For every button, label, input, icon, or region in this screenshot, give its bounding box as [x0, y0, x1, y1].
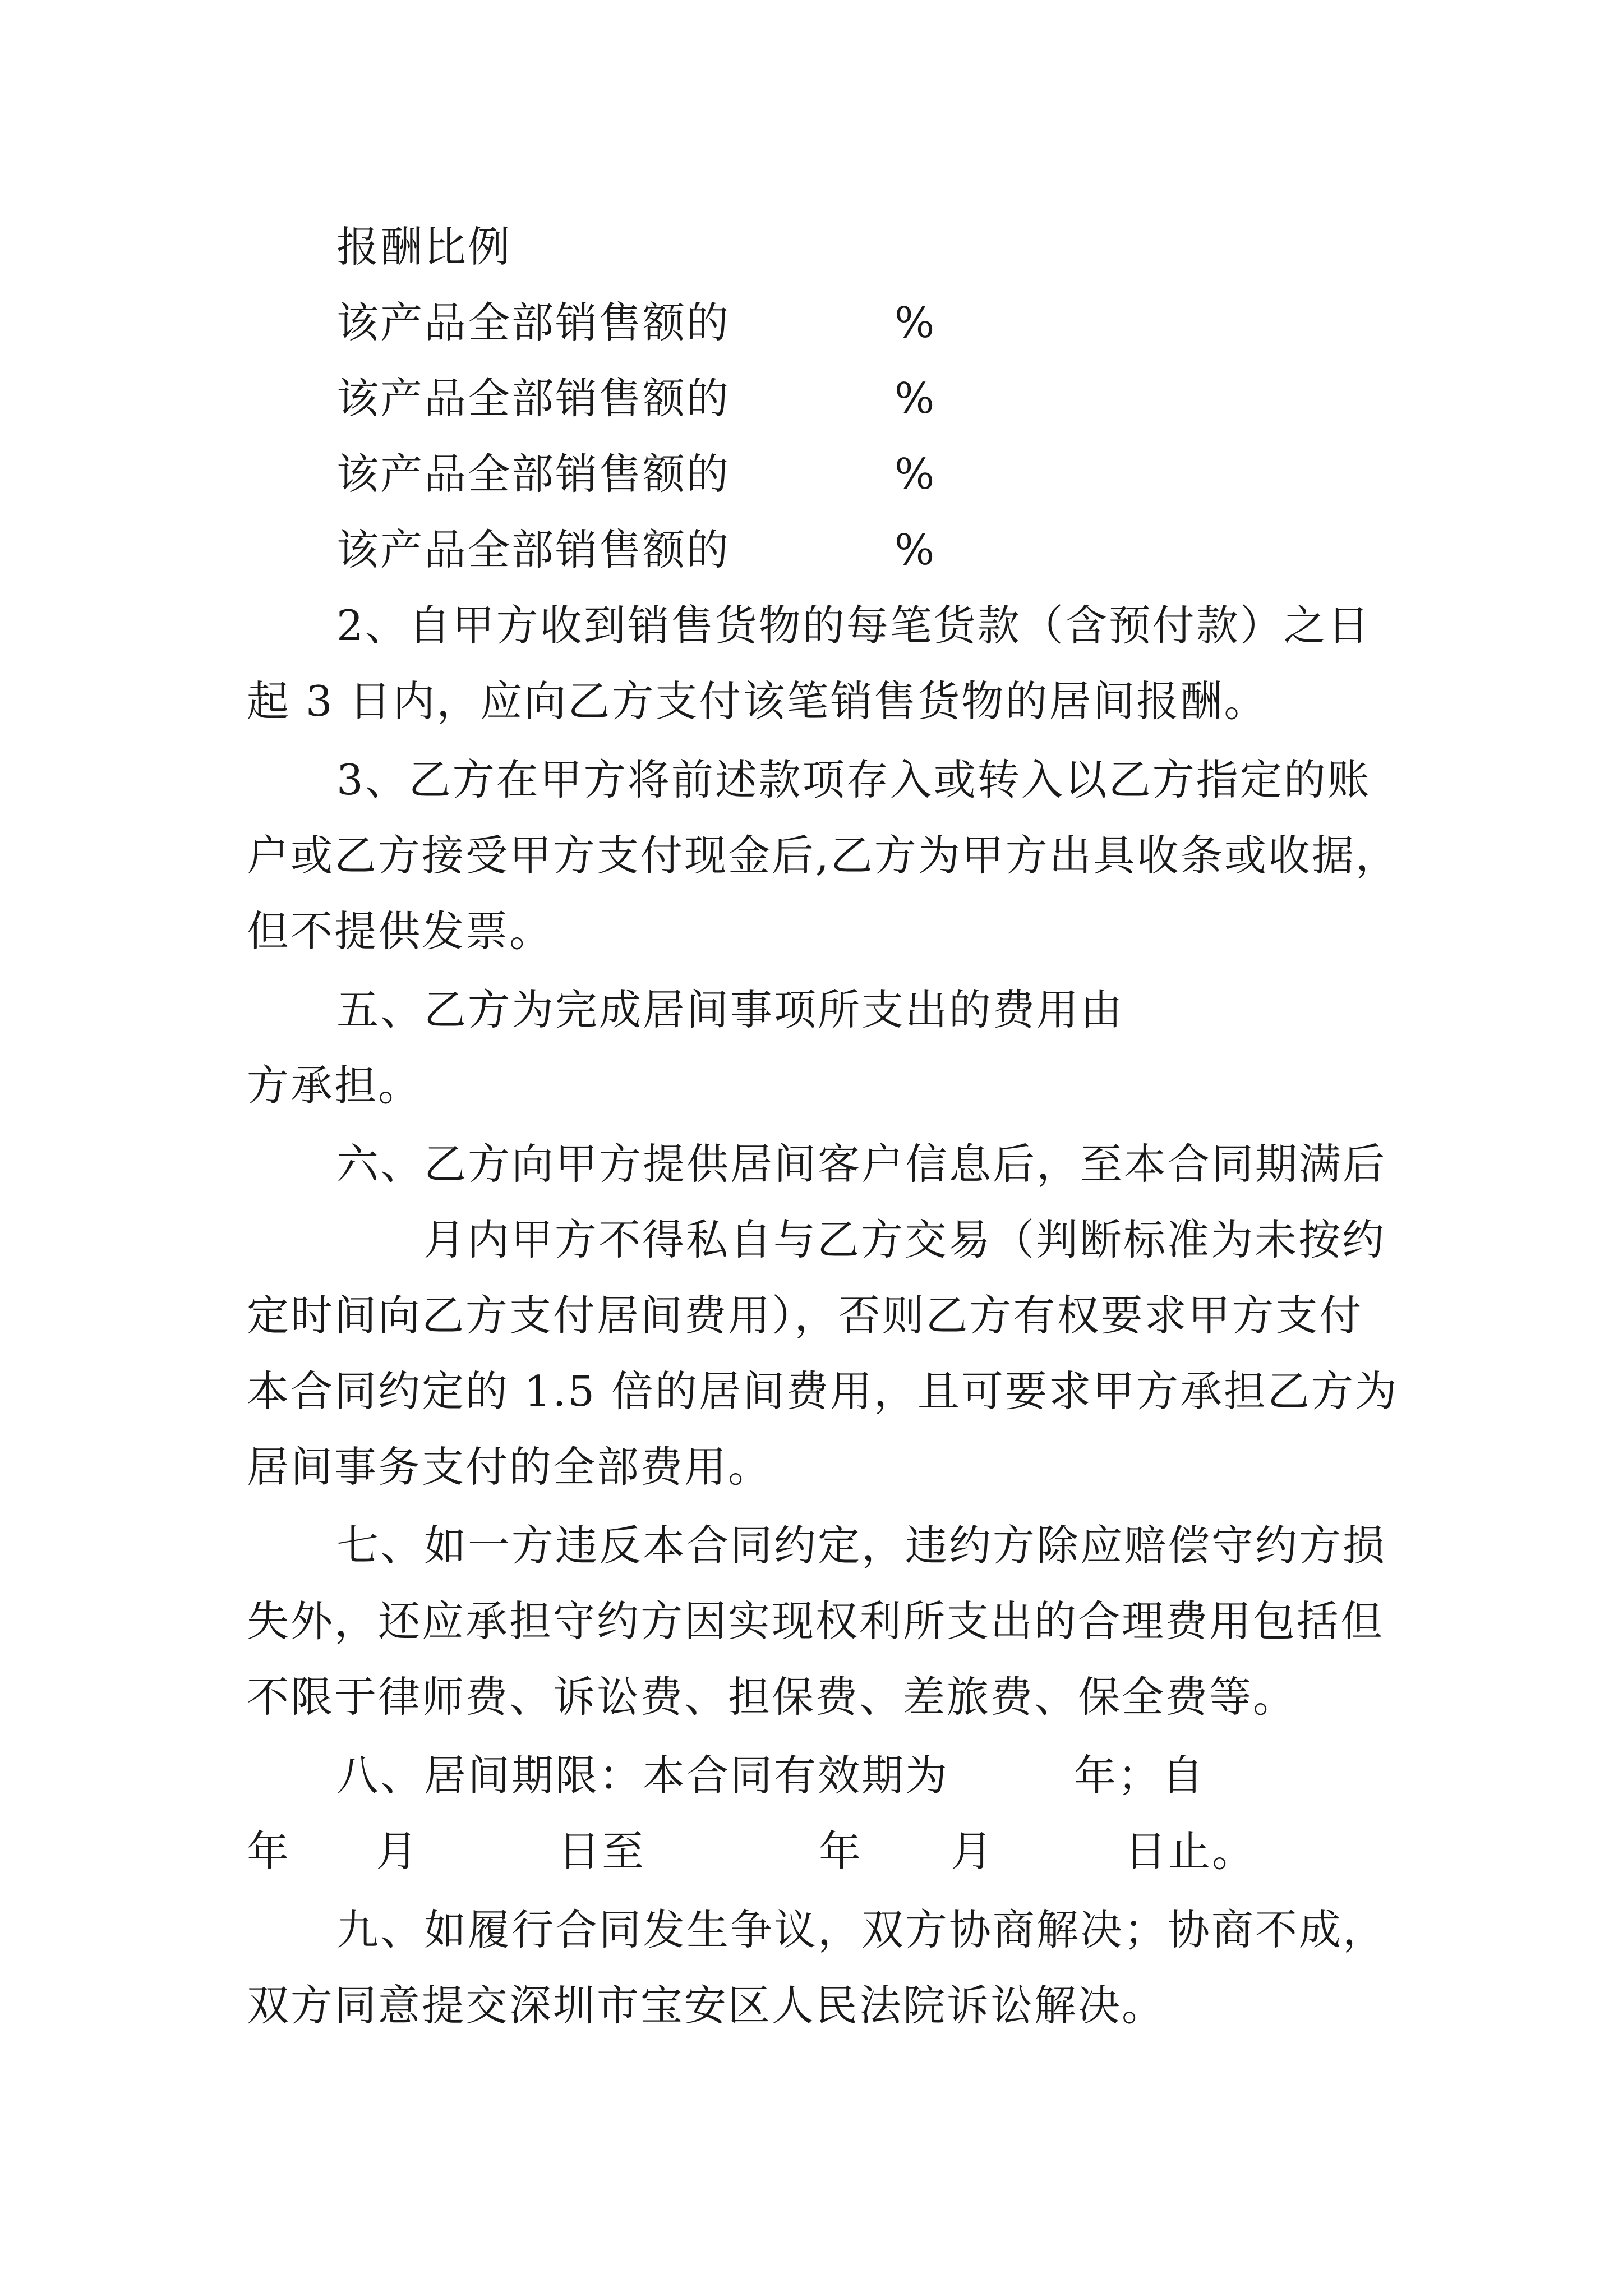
- date-day-from: 日至: [558, 1826, 646, 1876]
- ratio-row-label: 该产品全部销售额的: [336, 298, 731, 347]
- clause-3-line: 户或乙方接受甲方支付现金后,乙方为甲方出具收条或收据，: [247, 831, 1399, 880]
- ratio-row-unit: %: [895, 374, 935, 423]
- ratio-row-unit: %: [895, 449, 935, 499]
- date-year: 年: [247, 1826, 291, 1876]
- ratio-row-unit: %: [895, 525, 935, 574]
- clause-5-line: 五、乙方为完成居间事项所支出的费用由: [336, 985, 1124, 1034]
- ratio-row-label: 该产品全部销售额的: [336, 449, 731, 499]
- clause-3-line: 3、乙方在甲方将前述款项存入或转入以乙方指定的账: [336, 755, 1371, 804]
- clause-2-line: 2、自甲方收到销售货物的每笔货款（含预付款）之日: [336, 601, 1371, 650]
- clause-5-line: 方承担。: [247, 1061, 422, 1110]
- date-day-to: 日止。: [1124, 1826, 1256, 1876]
- ratio-row-label: 该产品全部销售额的: [336, 374, 731, 423]
- clause-6-line: 居间事务支付的全部费用。: [247, 1442, 772, 1492]
- clause-7-line: 失外，还应承担守约方因实现权利所支出的合理费用包括但: [247, 1596, 1385, 1646]
- clause-8-year-suffix: 年；自: [1074, 1751, 1206, 1800]
- date-month: 月: [951, 1826, 995, 1876]
- clause-2-line: 起 3 日内，应向乙方支付该笔销售货物的居间报酬。: [247, 677, 1268, 726]
- clause-6-line: 六、乙方向甲方提供居间客户信息后，至本合同期满后: [336, 1139, 1387, 1189]
- date-month: 月: [376, 1826, 420, 1876]
- clause-7-line: 七、如一方违反本合同约定，违约方除应赔偿守约方损: [336, 1521, 1387, 1570]
- clause-9-line: 九、如履行合同发生争议，双方协商解决；协商不成，: [336, 1905, 1387, 1954]
- date-year: 年: [819, 1826, 863, 1876]
- ratio-row-unit: %: [895, 298, 935, 347]
- clause-6-line: 月内甲方不得私自与乙方交易（判断标准为未按约: [423, 1215, 1386, 1264]
- clause-6-line: 本合同约定的 1.5 倍的居间费用，且可要求甲方承担乙方为: [247, 1366, 1399, 1416]
- clause-6-line: 定时间向乙方支付居间费用），否则乙方有权要求甲方支付: [247, 1291, 1363, 1340]
- clause-9-line: 双方同意提交深圳市宝安区人民法院诉讼解决。: [247, 1981, 1166, 2030]
- ratio-heading: 报酬比例: [336, 222, 512, 272]
- ratio-row-label: 该产品全部销售额的: [336, 525, 731, 574]
- clause-7-line: 不限于律师费、诉讼费、担保费、差旅费、保全费等。: [247, 1672, 1297, 1722]
- clause-8-line1: 八、居间期限：本合同有效期为: [336, 1751, 949, 1800]
- clause-3-line: 但不提供发票。: [247, 907, 554, 956]
